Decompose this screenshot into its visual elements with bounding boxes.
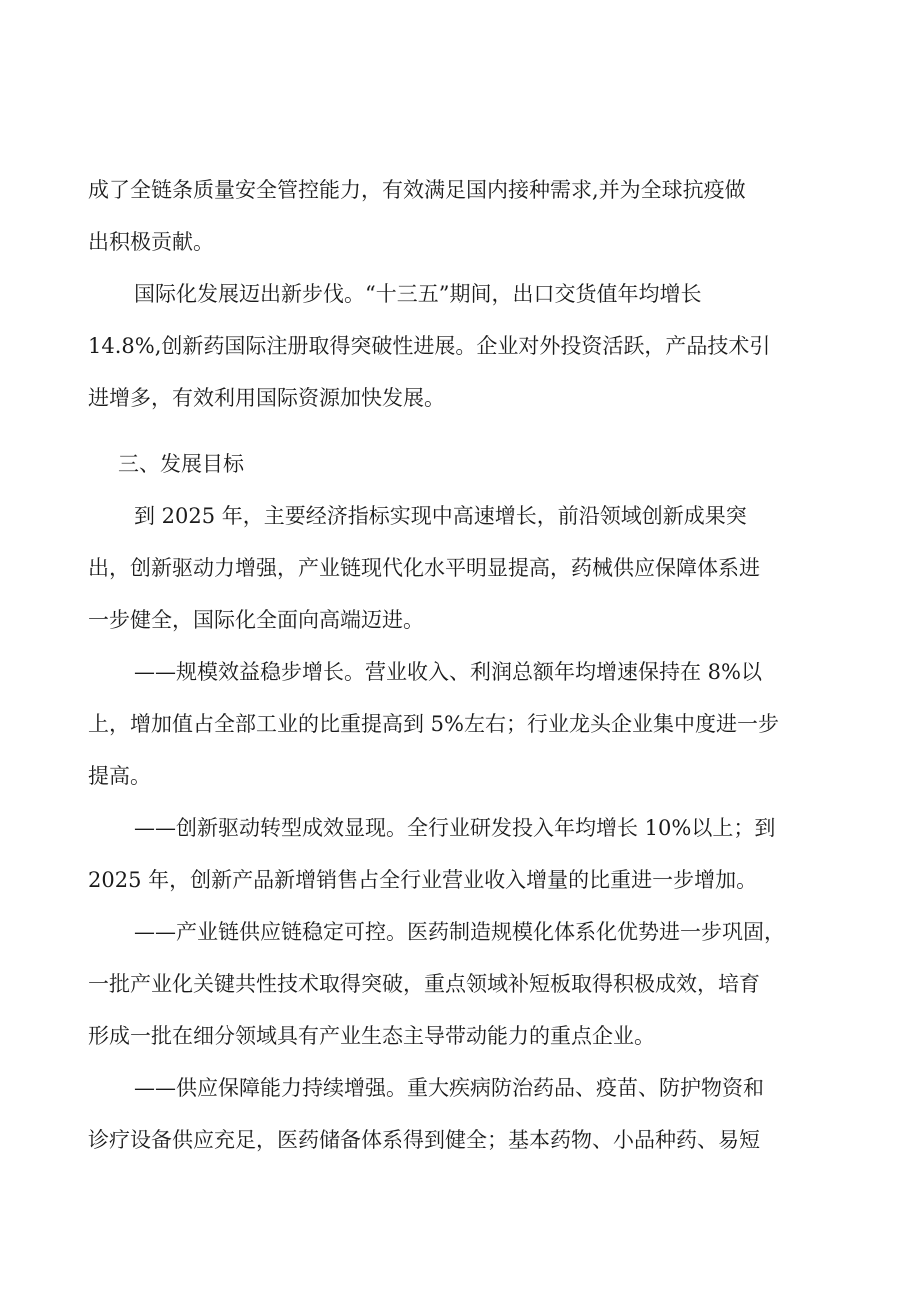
text-line: 出积极贡献。 xyxy=(88,230,214,254)
paragraph-start: ——产业链供应链稳定可控。医药制造规模化体系化优势进一步巩固， xyxy=(134,920,785,944)
paragraph-start: ——规模效益稳步增长。营业收入、利润总额年均增速保持在 8%以 xyxy=(134,660,762,684)
text-line: 一批产业化关键共性技术取得突破，重点领域补短板取得积极成效，培育 xyxy=(88,972,760,996)
paragraph-start: 到 2025 年，主要经济指标实现中高速增长，前沿领域创新成果突 xyxy=(134,504,747,528)
section-heading: 三、发展目标 xyxy=(118,452,244,476)
text-line: 提高。 xyxy=(88,764,151,788)
text-line: 出，创新驱动力增强，产业链现代化水平明显提高，药械供应保障体系进 xyxy=(88,556,760,580)
text-line: 一步健全，国际化全面向高端迈进。 xyxy=(88,608,424,632)
paragraph-start: 国际化发展迈出新步伐。“十三五”期间，出口交货值年均增长 xyxy=(134,282,702,306)
paragraph-start: ——创新驱动转型成效显现。全行业研发投入年均增长 10%以上；到 xyxy=(134,816,776,840)
text-line: 诊疗设备供应充足，医药储备体系得到健全；基本药物、小品种药、易短 xyxy=(88,1128,760,1152)
text-line: 上，增加值占全部工业的比重提高到 5%左右；行业龙头企业集中度进一步 xyxy=(88,712,779,736)
text-line: 形成一批在细分领域具有产业生态主导带动能力的重点企业。 xyxy=(88,1024,655,1048)
text-line: 14.8%,创新药国际注册取得突破性进展。企业对外投资活跃，产品技术引 xyxy=(88,334,771,358)
text-line: 2025 年，创新产品新增销售占全行业营业收入增量的比重进一步增加。 xyxy=(88,868,758,892)
text-line: 成了全链条质量安全管控能力，有效满足国内接种需求,并为全球抗疫做 xyxy=(88,178,746,202)
paragraph-start: ——供应保障能力持续增强。重大疾病防治药品、疫苗、防护物资和 xyxy=(134,1076,764,1100)
text-line: 进增多，有效利用国际资源加快发展。 xyxy=(88,386,445,410)
